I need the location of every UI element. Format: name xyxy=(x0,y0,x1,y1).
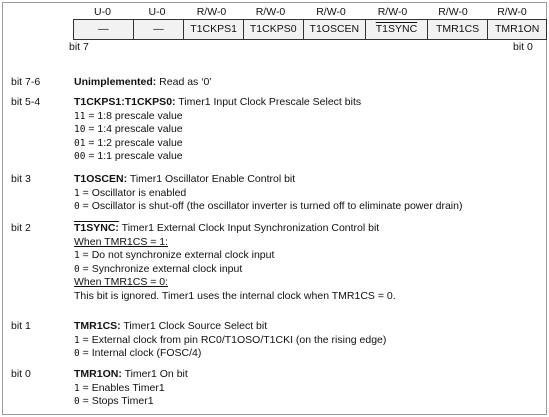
description-line xyxy=(74,222,396,236)
bit-value: 00 xyxy=(74,151,86,162)
bit-description xyxy=(74,222,396,303)
bit7-label: bit 7 xyxy=(69,41,89,53)
access-bit6: U-0 xyxy=(148,6,166,18)
bit5-name: T1CKPS1 xyxy=(183,20,243,39)
description-text: Timer1 On bit xyxy=(121,368,188,380)
bit-label: bit 3 xyxy=(11,173,31,185)
description-line xyxy=(74,76,212,90)
bit1-name: TMR1CS xyxy=(427,20,488,39)
description-text: = 1:4 prescale value xyxy=(85,123,183,135)
bit-value: 01 xyxy=(74,137,86,149)
description-text: = 1:8 prescale value xyxy=(85,109,183,122)
bit-value: 1 xyxy=(74,334,80,346)
description-line xyxy=(74,290,396,304)
description-text: Timer1 External Clock Input Synchronization Control bit xyxy=(118,222,380,234)
description-line xyxy=(74,368,188,382)
access-bit0: R/W-0 xyxy=(497,6,527,18)
description-line xyxy=(74,236,396,250)
bit-value: 0 xyxy=(74,201,80,212)
bit4-name: T1CKPS0 xyxy=(243,20,303,39)
description-line xyxy=(74,200,462,214)
description-line xyxy=(74,276,396,290)
description-line xyxy=(74,320,386,334)
description-line xyxy=(74,263,396,277)
description-text: Read as ‘0’ xyxy=(156,76,212,88)
description-line xyxy=(74,187,462,201)
bit-value: 0 xyxy=(74,396,80,407)
description-text: = 1:1 prescale value xyxy=(85,150,183,162)
description-line xyxy=(74,96,361,110)
bit-description xyxy=(74,96,361,164)
description-text: = Do not synchronize external clock input xyxy=(79,249,275,261)
access-bit2: R/W-0 xyxy=(377,6,408,18)
description-text: = Internal clock (FOSC/4) xyxy=(79,347,202,359)
description-line xyxy=(74,150,361,164)
bit-description xyxy=(74,368,188,409)
description-text: = 1:2 prescale value xyxy=(85,136,183,149)
bit6-name: — xyxy=(133,20,184,39)
description-text: = Oscillator is enabled xyxy=(79,186,187,199)
description-line xyxy=(74,173,462,187)
access-bit1: R/W-0 xyxy=(438,6,468,18)
description-text: = Enables Timer1 xyxy=(79,381,165,394)
bit0-label: bit 0 xyxy=(513,41,533,53)
bit-label: bit 0 xyxy=(11,368,31,380)
bit-name-row xyxy=(73,19,547,40)
bit-description xyxy=(74,320,386,361)
condition-heading: When TMR1CS = 1: xyxy=(74,235,169,248)
description-text: = Synchronize external clock input xyxy=(79,262,243,275)
condition-heading: When TMR1CS = 0: xyxy=(74,276,169,288)
description-line xyxy=(74,395,188,409)
bit-value: 1 xyxy=(74,382,80,394)
bit-label: bit 1 xyxy=(11,320,31,332)
field-name: T1SYNC: xyxy=(74,222,119,234)
register-bit-table xyxy=(73,6,547,40)
description-line xyxy=(74,123,361,137)
bit-value: 1 xyxy=(74,187,80,199)
bit-label: bit 5-4 xyxy=(11,96,41,108)
bit-description xyxy=(74,76,212,90)
access-bit4: R/W-0 xyxy=(255,6,286,18)
bit7-name: — xyxy=(98,23,109,35)
register-description-frame xyxy=(2,2,547,415)
access-bit7: U-0 xyxy=(94,6,111,18)
description-text: = Oscillator is shut-off (the oscillator inverter is turned off to eliminate power drain) xyxy=(79,200,463,212)
description-line xyxy=(74,347,386,361)
field-name: T1OSCEN: xyxy=(74,173,128,185)
bit-value: 1 xyxy=(74,250,80,261)
description-line xyxy=(74,137,361,151)
field-name: Unimplemented: xyxy=(74,76,157,88)
bit0-name: TMR1ON xyxy=(487,20,546,39)
description-text: Timer1 Clock Source Select bit xyxy=(120,320,268,332)
description-text: This bit is ignored. Timer1 uses the internal clock when TMR1CS = 0. xyxy=(74,289,396,302)
bit-description xyxy=(74,173,462,214)
bit-value: 0 xyxy=(74,348,80,359)
bit-value: 11 xyxy=(74,110,86,122)
description-text: = Stops Timer1 xyxy=(79,395,154,407)
bit-value: 0 xyxy=(74,263,80,275)
access-bit5: R/W-0 xyxy=(196,6,227,18)
bit2-name: T1SYNC xyxy=(365,20,427,39)
description-text: Timer1 Oscillator Enable Control bit xyxy=(127,173,296,185)
access-bit3: R/W-0 xyxy=(316,6,346,18)
description-line xyxy=(74,382,188,396)
description-text: Timer1 Input Clock Prescale Select bits xyxy=(175,96,362,108)
field-name: T1CKPS1:T1CKPS0: xyxy=(74,96,176,108)
field-name: TMR1ON: xyxy=(74,368,122,380)
bit3-name: T1OSCEN xyxy=(303,20,366,39)
bit-label: bit 2 xyxy=(11,222,31,234)
description-line xyxy=(74,334,386,348)
access-row xyxy=(73,6,547,19)
bit-label: bit 7-6 xyxy=(11,76,41,88)
description-text: = External clock from pin RC0/T1OSO/T1CKI (on the rising edge) xyxy=(79,333,387,346)
description-line xyxy=(74,249,396,263)
bit-value: 10 xyxy=(74,124,86,135)
description-line xyxy=(74,110,361,124)
field-name: TMR1CS: xyxy=(74,320,121,332)
